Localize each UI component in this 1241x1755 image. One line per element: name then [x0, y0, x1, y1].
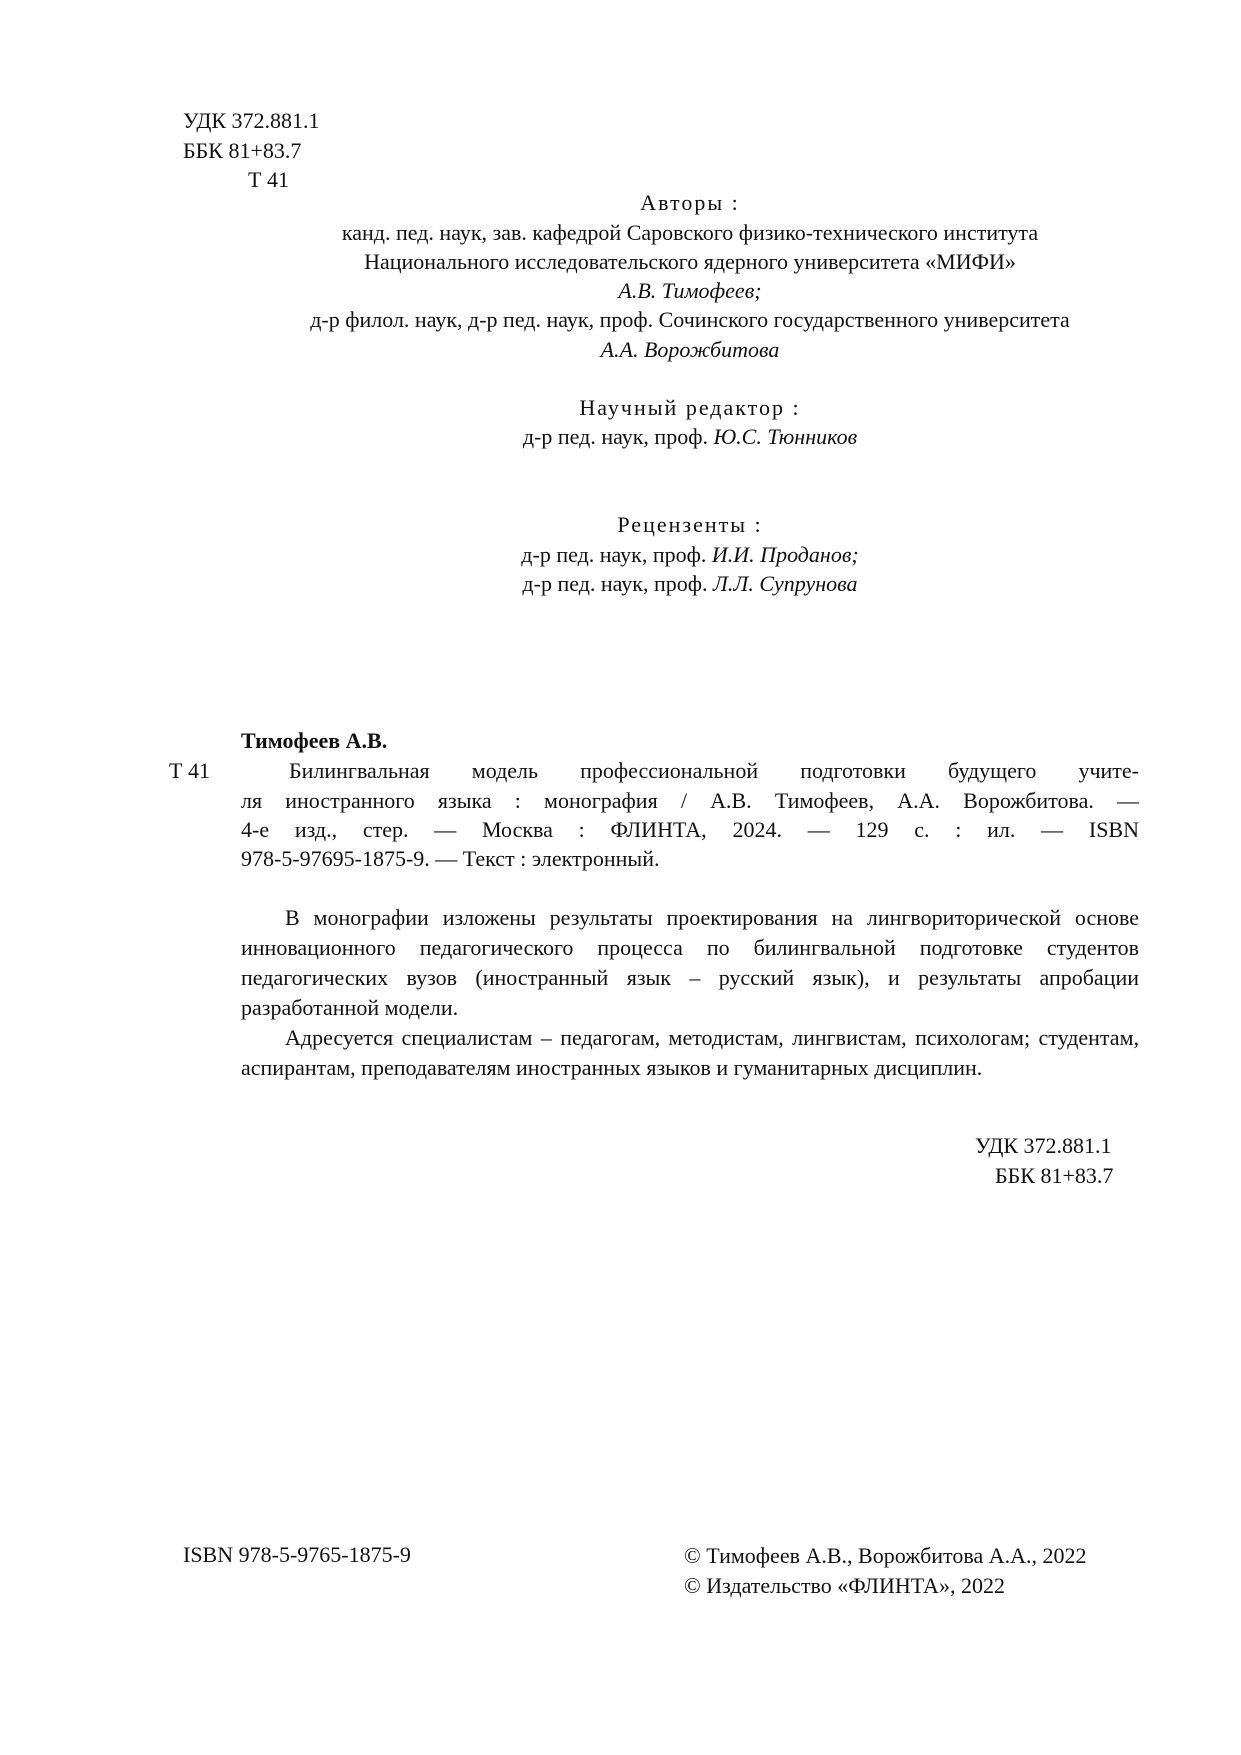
catalog-line: 978-5-97695-1875-9. — Текст : электронный.: [241, 846, 660, 871]
reviewer-line: [0, 540, 1241, 570]
catalog-line: Билингвальная модель профессиональной подготовки будущего учите-: [289, 758, 1139, 783]
author1-name: А.В. Тимофеев;: [618, 278, 762, 303]
author2-position: д-р филол. наук, д-р пед. наук, проф. Сочинского государственного университета: [310, 307, 1070, 332]
bbk-code-top: ББК 81+83.7: [183, 138, 302, 163]
editor-title: д-р пед. наук, проф.: [522, 424, 708, 449]
catalog-main-author: Тимофеев А.В.: [241, 728, 388, 753]
udk-code-bottom: УДК 372.881.1: [975, 1133, 1112, 1158]
copyright-authors: © Тимофеев А.В., Ворожбитова А.А., 2022: [684, 1543, 1087, 1568]
catalog-author-mark: Т 41: [169, 758, 210, 783]
annotation: [241, 903, 1139, 1083]
reviewers-heading: Рецензенты :: [617, 512, 763, 537]
catalog-line: 4-е изд., стер. — Москва : ФЛИНТА, 2024. — 129 с. : ил. — ISBN: [241, 817, 1139, 842]
annotation-paragraph: В монографии изложены результаты проектирования на лингвориторической основе инновационного педагогического процесса по билингвальной подготовке студентов педагогических вузов (иностранный язык – русский язык), и результаты апробации разработанной модели.: [241, 905, 1139, 1020]
reviewer-name: Л.Л. Супрунова: [713, 571, 858, 596]
isbn: ISBN 978-5-9765-1875-9: [183, 1542, 411, 1567]
author2-name: А.А. Ворожбитова: [600, 337, 780, 362]
annotation-paragraph: Адресуется специалистам – педагогам, методистам, лингвистам, психологам; студентам, аспирантам, преподавателям иностранных языков и гуманитарных дисциплин.: [241, 1025, 1139, 1080]
editor-heading: Научный редактор :: [579, 395, 801, 420]
copyright-publisher: © Издательство «ФЛИНТА», 2022: [684, 1573, 1005, 1598]
reviewer-line: [0, 569, 1241, 599]
reviewer-name: И.И. Проданов;: [711, 542, 859, 567]
authors-heading: Авторы :: [640, 190, 740, 215]
reviewer-title: д-р пед. наук, проф.: [521, 542, 707, 567]
author1-position-line2: Национального исследовательского ядерного университета «МИФИ»: [364, 249, 1016, 274]
bbk-code-bottom: ББК 81+83.7: [995, 1163, 1114, 1188]
udk-code-top: УДК 372.881.1: [183, 108, 320, 133]
author-mark-top: Т 41: [248, 167, 289, 192]
editor-name: Ю.С. Тюнников: [713, 424, 858, 449]
catalog-line: ля иностранного языка : монография / А.В. Тимофеев, А.А. Ворожбитова. —: [241, 788, 1139, 813]
editor-line: [0, 422, 1241, 452]
reviewer-title: д-р пед. наук, проф.: [522, 571, 708, 596]
author1-position-line1: канд. пед. наук, зав. кафедрой Саровского физико-технического института: [341, 220, 1039, 245]
